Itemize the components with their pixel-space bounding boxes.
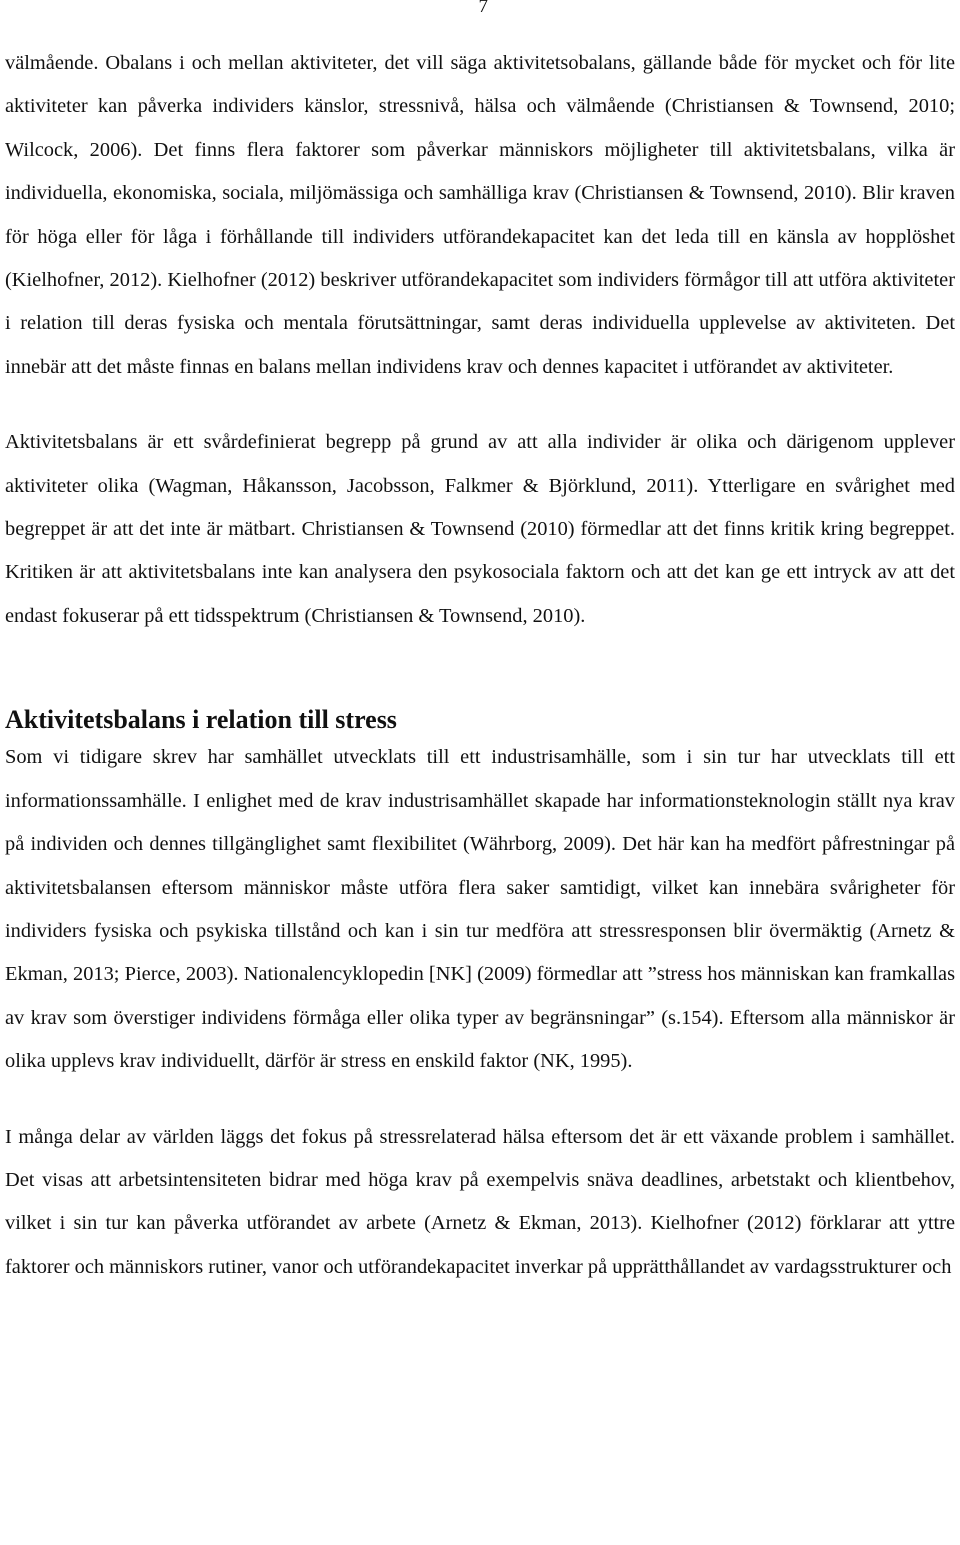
section-heading: Aktivitetsbalans i relation till stress [5, 705, 397, 735]
paragraph-stress-health: I många delar av världen läggs det fokus på stressrelaterad hälsa eftersom det är ett växande problem i samhället. Det visas att arbetsintensiteten bidrar med höga krav på exempelvis snäva deadlines, arbetstakt och klientbehov, vilket i sin tur kan påverka utförandet av arbete (Arnetz & Ekman, 2013). Kielhofner (2012) förklarar att yttre faktorer och människors rutiner, vanor och utförandekapacitet inverkar på upprätthållandet av vardagsstrukturer och [5, 1125, 955, 1278]
paragraph-activity-balance-definition: Aktivitetsbalans är ett svårdefinierat begrepp på grund av att alla individer är olika och därigenom upplever aktiviteter olika (Wagman, Håkansson, Jacobsson, Falkmer & Björklund, 2011). Ytterligare en svårighet med begreppet är att det inte är mätbart. Christiansen & Townsend (2010) förmedlar att det finns kritik kring begreppet. Kritiken är att aktivitetsbalans inte kan analysera den psykosociala faktorn och att det kan ge ett intryck av att det endast fokuserar på ett tidsspektrum (Christiansen & Townsend, 2010). [5, 431, 955, 627]
page-number: 7 [478, 0, 488, 17]
paragraph-activity-imbalance: välmående. Obalans i och mellan aktiviteter, det vill säga aktivitetsobalans, gällande både för mycket och för lite aktiviteter kan påverka individers känslor, stressnivå, hälsa och välmående (Christiansen & Townsend, 2010; Wilcock, 2006). Det finns flera faktorer som påverkar människors möjligheter till aktivitetsbalans, vilka är individuella, ekonomiska, sociala, miljömässiga och samhälliga krav (Christiansen & Townsend, 2010). Blir kraven för höga eller för låga i förhållande till individers utförandekapacitet kan det leda till en känsla av hopplöshet (Kielhofner, 2012). Kielhofner (2012) beskriver utförandekapacitet som individers förmågor till att utföra aktiviteter i relation till deras fysiska och mentala förutsättningar, samt deras individuella upplevelse av aktiviteten. Det innebär att det måste finnas en balans mellan individens krav och dennes kapacitet i utförandet av aktiviteter. [5, 52, 955, 378]
paragraph-stress-society: Som vi tidigare skrev har samhället utvecklats till ett industrisamhälle, som i sin tur har utvecklats till ett informationssamhälle. I enlighet med de krav industrisamhället skapade har informationsteknologin ställt nya krav på individen och dennes tillgänglighet samt flexibilitet (Währborg, 2009). Det här kan ha medfört påfrestningar på aktivitetsbalansen eftersom människor måste utföra flera saker samtidigt, vilket kan innebära svårigheter för individers fysiska och psykiska tillstånd och kan i sin tur medföra att stressresponsen blir övermäktig (Arnetz & Ekman, 2013; Pierce, 2003). Nationalencyklopedin [NK] (2009) förmedlar att ”stress hos människan kan framkallas av krav som överstiger individens förmåga eller olika typer av begränsningar” (s.154). Eftersom alla människor är olika upplevs krav individuellt, därför är stress en enskild faktor (NK, 1995). [5, 746, 955, 1073]
document-body [5, 42, 955, 1289]
